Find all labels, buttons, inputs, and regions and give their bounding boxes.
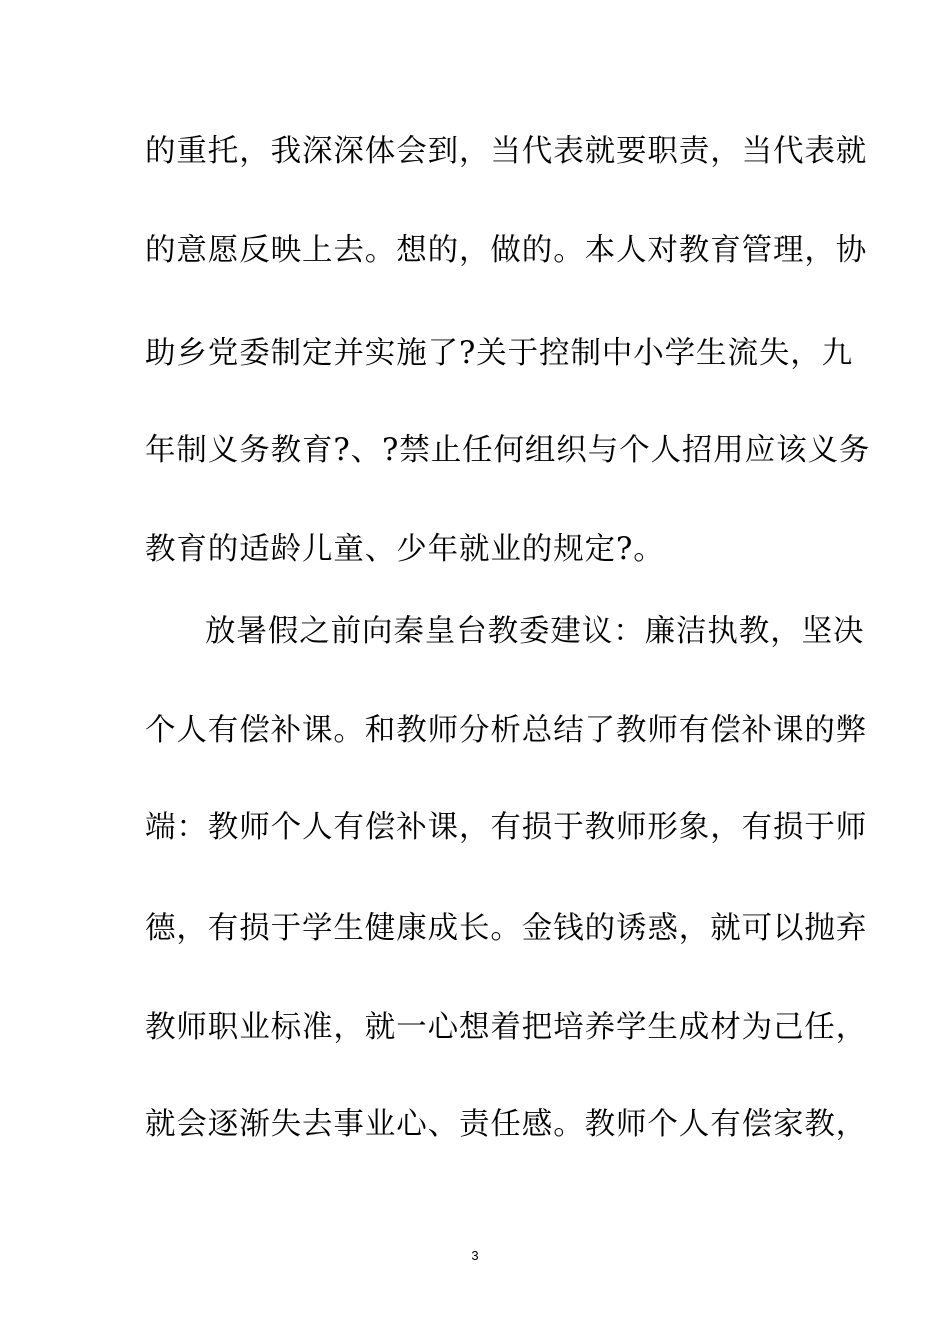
- body-text-line: 教育的适龄儿童、少年就业的规定?。: [145, 532, 665, 567]
- body-text-line: 德，有损于学生健康成长。金钱的诱惑，就可以抛弃: [145, 911, 868, 946]
- body-text-line: 的意愿反映上去。想的，做的。本人对教育管理，协: [145, 233, 868, 268]
- body-text-line: 助乡党委制定并实施了?关于控制中小学生流失，九: [145, 336, 854, 371]
- body-text-line: 教师职业标准，就一心想着把培养学生成材为己任，: [145, 1010, 868, 1045]
- body-text-line: 就会逐渐失去事业心、责任感。教师个人有偿家教，: [145, 1107, 868, 1142]
- body-text-line: 端：教师个人有偿补课，有损于教师形象，有损于师: [145, 810, 868, 845]
- body-text-line: 的重托，我深深体会到，当代表就要职责，当代表就: [145, 134, 868, 169]
- body-text-line: 放暑假之前向秦皇台教委建议：廉洁执教，坚决: [205, 614, 865, 649]
- page-number: 3: [471, 1248, 479, 1263]
- body-text-line: 年制义务教育?、?禁止任何组织与个人招用应该义务: [145, 433, 871, 468]
- body-text-line: 个人有偿补课。和教师分析总结了教师有偿补课的弊: [145, 713, 868, 748]
